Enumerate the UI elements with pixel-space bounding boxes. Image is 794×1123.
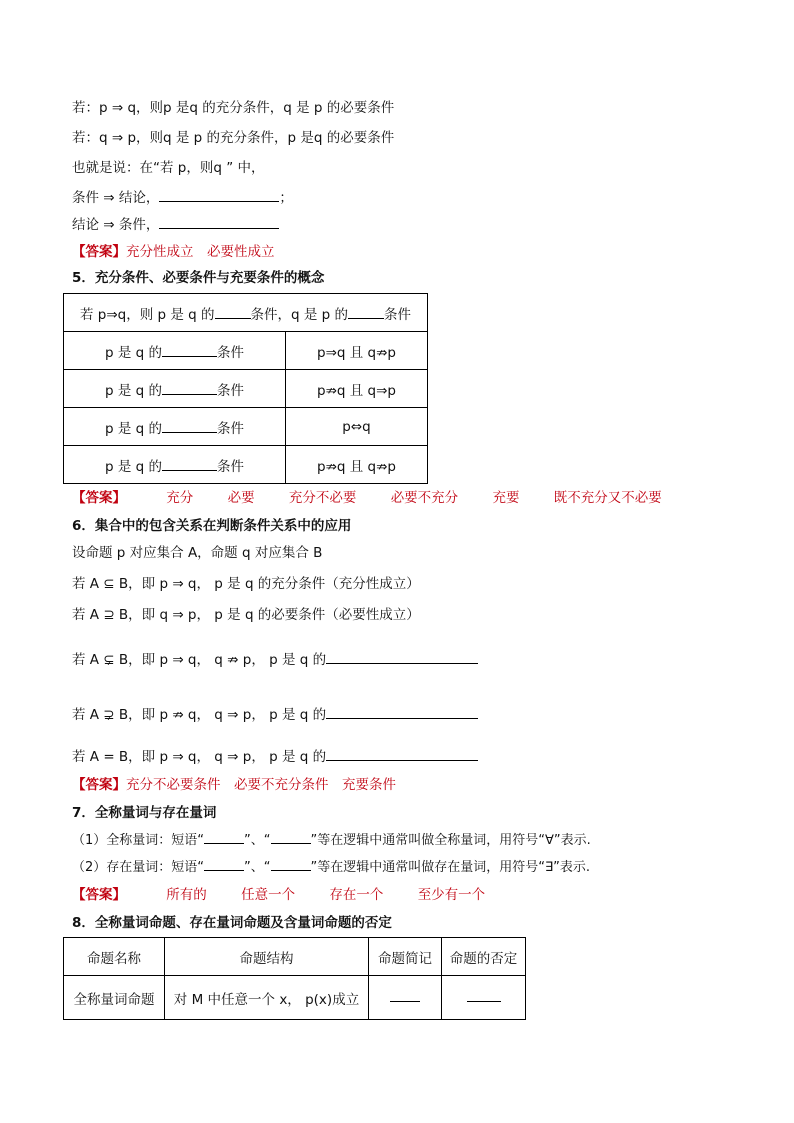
blank [204,831,244,844]
intro-line-4 [72,186,293,206]
answer-item: 既不充分又不必要 [553,490,662,506]
table-cell: p⇔q [286,408,428,446]
blank [467,989,501,1002]
answer-item: 至少有一个 [417,887,486,903]
line-text: ”、“ [244,860,271,875]
intro-line-4-text: 条件 ⇒ 结论， [72,190,160,206]
section-6-line-5 [72,703,478,723]
table-row [64,446,428,484]
blank [271,858,311,871]
table-cell [64,446,286,484]
section-6-line-2: 若 A ⊆ B，即 p ⇒ q， p 是 q 的充分条件（充分性成立） [72,576,420,592]
blank [326,748,478,761]
line-text: （1）全称量词：短语“ [72,833,205,848]
answer-tag: 【答案】 [72,887,126,903]
blank [326,706,478,719]
line-text: ”、“ [244,833,271,848]
section-6-line-4 [72,648,478,668]
table-row [64,332,428,370]
intro-line-1: 若：p ⇒ q，则p 是q 的充分条件，q 是 p 的必要条件 [72,100,395,116]
answer-text: 充分不必要条件 必要不充分条件 充要条件 [126,777,396,793]
blank [162,344,217,357]
section-7-answer [72,883,485,903]
line-text: ”等在逻辑中通常叫做全称量词，用符号“∀”表示. [310,833,591,848]
answer-item: 充分不必要 [288,490,357,506]
table-cell [369,976,442,1020]
intro-line-2: 若：q ⇒ p，则q 是 p 的充分条件，p 是q 的必要条件 [72,130,395,146]
answer-item: 充分 [166,490,194,506]
answer-tag: 【答案】 [72,490,126,506]
intro-line-5 [72,213,279,233]
blank [215,306,251,319]
section-6-answer [72,773,396,793]
cell-post: 条件 [217,420,244,437]
line-text: 若 A ⊊ B，即 p ⇒ q， q ⇏ p， p 是 q 的 [72,652,327,668]
table-header-row [64,938,526,976]
table-cell: p⇒q 且 q⇏p [286,332,428,370]
cell-post: 条件 [217,344,244,361]
blank [348,306,384,319]
header-text-b: 条件，q 是 p 的 [250,306,349,323]
blank [159,216,279,229]
line-text: 若 A = B，即 p ⇒ q， q ⇒ p， p 是 q 的 [72,749,327,765]
answer-item: 任意一个 [241,887,296,903]
intro-answer [72,240,275,260]
table-header-cell: 命题名称 [64,938,165,976]
answer-item: 必要 [227,490,255,506]
section-6-line-3: 若 A ⊇ B，即 q ⇒ p， p 是 q 的必要条件（必要性成立） [72,607,420,623]
blank [204,858,244,871]
table-header-cell: 命题的否定 [442,938,526,976]
section-7-line-1 [72,829,591,848]
section-5-answer [72,486,662,506]
table-row [64,976,526,1020]
cell-pre: p 是 q 的 [104,382,162,399]
cell-pre: p 是 q 的 [104,458,162,475]
answer-item: 必要不充分 [390,490,459,506]
line-text: （2）存在量词：短语“ [72,860,205,875]
table-row [64,408,428,446]
table-cell: p⇏q 且 q⇒p [286,370,428,408]
intro-line-5-text: 结论 ⇒ 条件， [72,217,160,233]
table-header-row [64,294,428,332]
concept-table [63,293,428,484]
answer-item: 存在一个 [329,887,384,903]
section-8-heading: 8．全称量词命题、存在量词命题及含量词命题的否定 [72,915,392,931]
section-6-line-1: 设命题 p 对应集合 A，命题 q 对应集合 B [72,545,323,561]
section-6-heading: 6．集合中的包含关系在判断条件关系中的应用 [72,518,352,534]
table-header-cell: 命题结构 [165,938,369,976]
cell-post: 条件 [217,382,244,399]
answer-text: 充分性成立 必要性成立 [126,244,275,260]
table-cell: 全称量词命题 [64,976,165,1020]
answer-tag: 【答案】 [72,244,126,260]
table-header-cell [64,294,428,332]
table-row [64,370,428,408]
section-5-heading: 5．充分条件、必要条件与充要条件的概念 [72,270,325,286]
answer-item: 所有的 [166,887,207,903]
blank [162,458,217,471]
cell-pre: p 是 q 的 [104,420,162,437]
section-7-heading: 7．全称量词与存在量词 [72,805,217,821]
header-text-c: 条件 [384,306,412,323]
quantifier-table [63,937,526,1020]
blank [162,420,217,433]
blank [326,651,478,664]
answer-tag: 【答案】 [72,777,126,793]
table-cell [64,332,286,370]
line-text: ”等在逻辑中通常叫做存在量词，用符号“∃”表示. [310,860,591,875]
table-cell: p⇏q 且 q⇏p [286,446,428,484]
line-text: 若 A ⊋ B，即 p ⇏ q， q ⇒ p， p 是 q 的 [72,707,327,723]
table-cell [64,408,286,446]
table-header-cell: 命题简记 [369,938,442,976]
header-text-a: 若 p⇒q，则 p 是 q 的 [79,306,215,323]
table-cell [442,976,526,1020]
section-6-line-6 [72,745,478,765]
answer-item: 充要 [492,490,520,506]
blank [390,989,420,1002]
blank [159,189,279,202]
intro-line-4-end: ； [279,190,293,206]
table-cell: 对 M 中任意一个 x， p(x)成立 [165,976,369,1020]
blank [271,831,311,844]
table-cell [64,370,286,408]
section-7-line-2 [72,856,590,875]
intro-line-3: 也就是说：在“若 p，则q ” 中， [72,160,265,176]
blank [162,382,217,395]
cell-post: 条件 [217,458,244,475]
cell-pre: p 是 q 的 [104,344,162,361]
